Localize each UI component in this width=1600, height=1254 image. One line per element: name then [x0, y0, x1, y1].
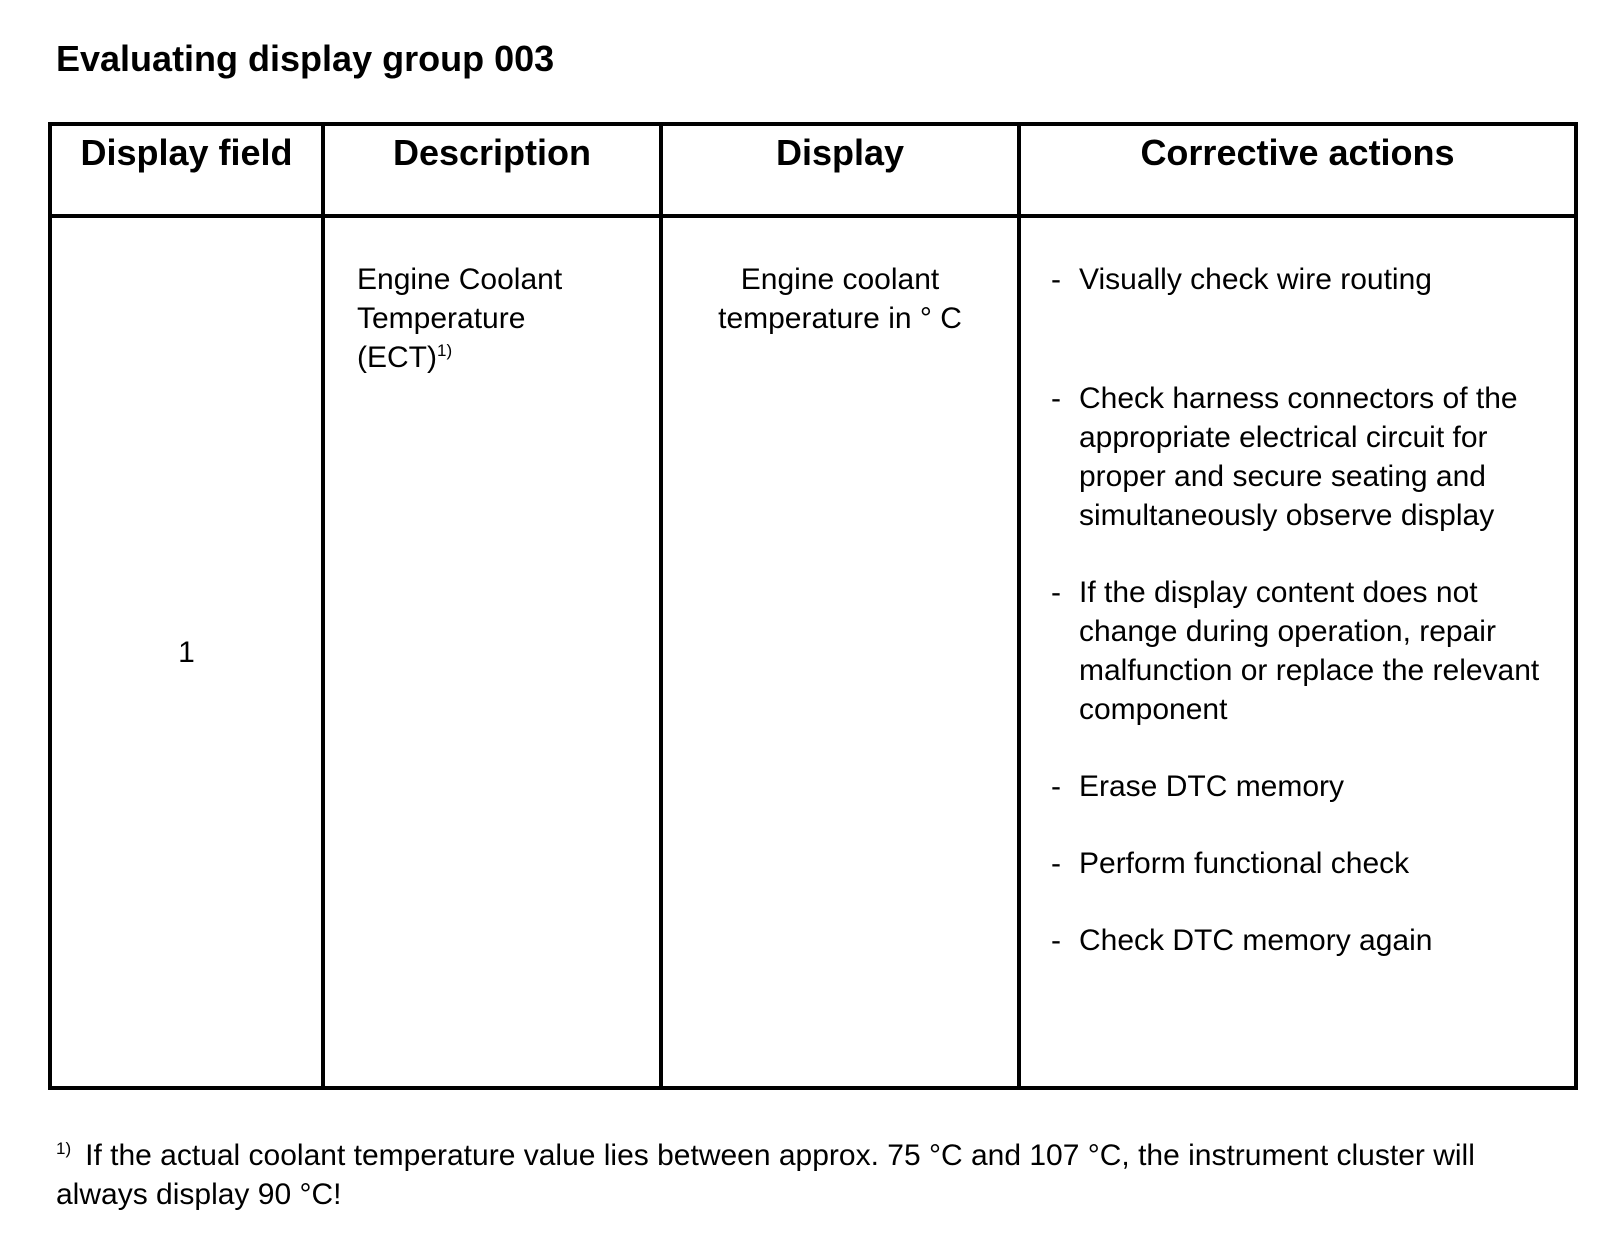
- footnote-marker: 1): [56, 1139, 72, 1158]
- list-item: [1051, 260, 1558, 299]
- corrective-actions-list: [1051, 260, 1558, 960]
- action-text: Visually check wire routing: [1079, 263, 1432, 296]
- list-bullet: -: [1051, 576, 1061, 609]
- display-field-cell: 1: [50, 216, 323, 1088]
- list-bullet: -: [1051, 924, 1061, 957]
- list-item: [1051, 844, 1558, 883]
- list-item: [1051, 573, 1558, 729]
- table-row: [50, 216, 1576, 1088]
- list-bullet: -: [1051, 770, 1061, 803]
- footnote-marker: 1): [436, 341, 453, 360]
- display-group-table: [48, 122, 1578, 1090]
- description-cell: [323, 216, 661, 1088]
- list-item: [1051, 767, 1558, 806]
- list-bullet: -: [1051, 263, 1061, 296]
- description-text: Engine Coolant Temperature (ECT): [357, 263, 563, 374]
- action-text: Erase DTC memory: [1079, 770, 1345, 803]
- list-item: [1051, 379, 1558, 535]
- action-text: Check harness connectors of the appropriate electrical circuit for proper and secure seating and simultaneously observe display: [1079, 382, 1518, 532]
- list-bullet: -: [1051, 382, 1061, 415]
- action-text: If the display content does not change during operation, repair malfunction or replace the relevant component: [1079, 576, 1540, 726]
- footnote: [56, 1136, 1506, 1214]
- header-description: Description: [323, 124, 661, 216]
- header-display-field: Display field: [50, 124, 323, 216]
- display-cell: [661, 216, 1019, 1088]
- action-text: Perform functional check: [1079, 847, 1410, 880]
- table-header-row: [50, 124, 1576, 216]
- list-item: [1051, 921, 1558, 960]
- page-title: Evaluating display group 003: [56, 38, 555, 79]
- list-bullet: -: [1051, 847, 1061, 880]
- header-display: Display: [661, 124, 1019, 216]
- header-corrective-actions: Corrective actions: [1019, 124, 1576, 216]
- action-text: Check DTC memory again: [1079, 924, 1433, 957]
- corrective-actions-cell: [1019, 216, 1576, 1088]
- footnote-text: If the actual coolant temperature value lies between approx. 75 °C and 107 °C, the instrument cluster will always display 90 °C!: [56, 1139, 1475, 1211]
- display-text: Engine coolant temperature in ° C: [718, 263, 962, 335]
